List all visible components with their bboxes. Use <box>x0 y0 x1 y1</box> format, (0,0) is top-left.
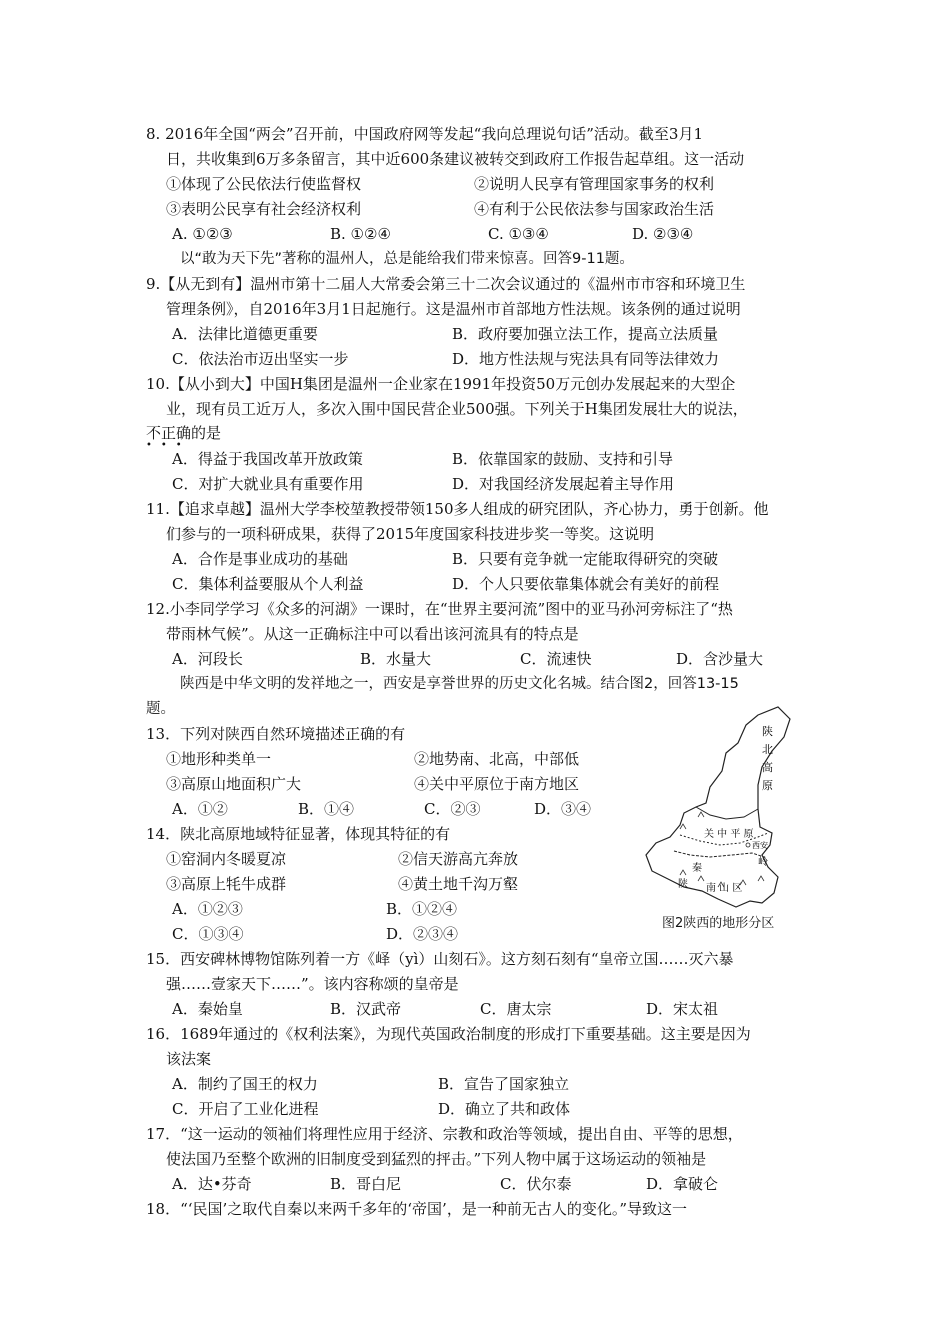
q14-option-b: B．①②④ <box>386 900 458 918</box>
q11-stem-line2: 们参与的一项科研成果，获得了2015年度国家科技进步奖一等奖。这说明 <box>166 525 655 543</box>
q17-option-d: D．拿破仑 <box>646 1175 719 1193</box>
q13-statement-4: ④关中平原位于南方地区 <box>414 775 580 793</box>
map-label-yuan: 原 <box>762 779 773 792</box>
q10-option-b: B．依靠国家的鼓励、支持和引导 <box>452 450 674 468</box>
map-label-gao: 高 <box>762 761 773 774</box>
q8-statement-4: ④有利于公民依法参与国家政治生活 <box>474 200 715 218</box>
q15-stem-line1: 15．西安碑林博物馆陈列着一方《峄（yì）山刻石》。这方刻石刻有“皇帝立国……灭六暴 <box>146 950 734 968</box>
q9-stem-line1: 9.【从无到有】温州市第十二届人大常委会第三十二次会议通过的《温州市市容和环境卫生 <box>146 275 746 293</box>
q15-option-c: C．唐太宗 <box>480 1000 552 1018</box>
q16-stem-line1: 16．1689年通过的《权利法案》，为现代英国政治制度的形成打下重要基础。这主要是因为 <box>146 1025 751 1043</box>
q9-option-b: B．政府要加强立法工作，提高立法质量 <box>452 325 719 343</box>
q10-stem-line3: 不正确的是 <box>146 424 222 442</box>
q9-stem-line2: 管理条例》，自2016年3月1日起施行。这是温州市首部地方性法规。该条例的通过说明 <box>166 300 741 318</box>
q8-statement-3: ③表明公民享有社会经济权利 <box>166 200 362 218</box>
q10-option-c: C．对扩大就业具有重要作用 <box>172 475 364 493</box>
q14-statement-4: ④黄土地千沟万壑 <box>398 875 519 893</box>
q8-option-a: A. ①②③ <box>172 225 233 243</box>
q12-option-c: C．流速快 <box>520 650 592 668</box>
q14-option-c: C．①③④ <box>172 925 244 943</box>
q16-stem-line2: 该法案 <box>166 1050 212 1068</box>
q11-option-d: D．个人只要依靠集体就会有美好的前程 <box>452 575 720 593</box>
qinling-ridge <box>674 851 764 857</box>
xian-marker <box>746 843 750 847</box>
q9-option-c: C．依法治市迈出坚实一步 <box>172 350 349 368</box>
q8-stem-line1: 8. 2016年全国“两会”召开前，中国政府网等发起“我向总理说句话”活动。截至3月1 <box>146 125 704 143</box>
q8-stem-line2: 日，共收集到6万多条留言，其中近600条建议被转交到政府工作报告起草组。这一活动 <box>166 150 745 168</box>
q15-stem-line2: 强……壹家天下……”。该内容称颂的皇帝是 <box>166 975 459 993</box>
q15-option-a: A．秦始皇 <box>172 1000 243 1018</box>
q10-option-d: D．对我国经济发展起着主导作用 <box>452 475 675 493</box>
q14-statement-2: ②信天游高亢奔放 <box>398 850 519 868</box>
q16-option-d: D．确立了共和政体 <box>438 1100 571 1118</box>
q8-option-d: D. ②③④ <box>632 225 694 243</box>
q13-statement-3: ③高原山地面积广大 <box>166 775 302 793</box>
q14-option-d: D．②③④ <box>386 925 459 943</box>
map-label-ling: 岭 <box>758 857 768 868</box>
q17-stem-line2: 使法国乃至整个欧洲的旧制度受到猛烈的抨击。”下列人物中属于这场运动的领袖是 <box>166 1150 707 1168</box>
q10-stem-line2: 业，现有员工近万人，多次入围中国民营企业500强。下列关于H集团发展壮大的说法， <box>166 400 748 418</box>
q14-option-a: A．①②③ <box>172 900 243 918</box>
intro-13-15-line1: 陕西是中华文明的发祥地之一，西安是享誉世界的历史文化名城。结合图2，回答13-15 <box>180 676 739 692</box>
q11-option-b: B．只要有竞争就一定能取得研究的突破 <box>452 550 719 568</box>
q12-stem-line2: 带雨林气候”。从这一正确标注中可以看出该河流具有的特点是 <box>166 625 579 643</box>
plateau-boundary <box>696 807 758 819</box>
q14-stem: 14．陕北高原地域特征显著，体现其特征的有 <box>146 825 451 843</box>
intro-13-15-line2: 题。 <box>146 701 175 717</box>
shaanxi-terrain-map <box>640 705 806 937</box>
q12-option-d: D．含沙量大 <box>676 650 764 668</box>
map-caption: 图2陕西的地形分区 <box>662 916 775 931</box>
q14-statement-1: ①窑洞内冬暖夏凉 <box>166 850 287 868</box>
q10-stem-line1: 10.【从小到大】中国H集团是温州一企业家在1991年投资50万元创办发展起来的大型企 <box>146 375 736 393</box>
q13-statement-1: ①地形种类单一 <box>166 750 272 768</box>
q13-option-c: C．②③ <box>424 800 481 818</box>
q17-option-c: C．伏尔泰 <box>500 1175 572 1193</box>
q10-option-a: A．得益于我国改革开放政策 <box>172 450 363 468</box>
q16-option-c: C．开启了工业化进程 <box>172 1100 319 1118</box>
q8-statement-1: ①体现了公民依法行使监督权 <box>166 175 362 193</box>
q8-option-b: B. ①②④ <box>330 225 391 243</box>
q8-option-c: C. ①③④ <box>488 225 549 243</box>
q13-option-a: A．①② <box>172 800 228 818</box>
map-label-qin: 秦 <box>692 863 702 874</box>
intro-9-11: 以“敢为天下先”著称的温州人，总是能给我们带来惊喜。回答9-11题。 <box>180 251 634 267</box>
q12-option-a: A．河段长 <box>172 650 243 668</box>
q17-option-b: B．哥白尼 <box>330 1175 402 1193</box>
q16-option-a: A．制约了国王的权力 <box>172 1075 318 1093</box>
q11-stem-line1: 11.【追求卓越】温州大学李校堃教授带领150多人组成的研究团队，齐心协力，勇于创新。他 <box>146 500 769 518</box>
map-label-south: 陕 <box>678 879 688 890</box>
q17-stem-line1: 17．“这一运动的领袖们将理性应用于经济、宗教和政治等领域，提出自由、平等的思想， <box>146 1125 743 1143</box>
q9-option-a: A．法律比道德更重要 <box>172 325 318 343</box>
q13-statement-2: ②地势南、北高，中部低 <box>414 750 580 768</box>
q16-option-b: B．宣告了国家独立 <box>438 1075 570 1093</box>
q17-option-a: A．达•芬奇 <box>172 1175 252 1193</box>
q14-statement-3: ③高原上牦牛成群 <box>166 875 287 893</box>
q15-option-d: D．宋太祖 <box>646 1000 719 1018</box>
map-label-shan: 陕 <box>762 725 773 738</box>
q8-statement-2: ②说明人民享有管理国家事务的权利 <box>474 175 715 193</box>
q13-option-d: D．③④ <box>534 800 592 818</box>
q9-option-d: D．地方性法规与宪法具有同等法律效力 <box>452 350 720 368</box>
map-label-south-mountain: 南 山 区 <box>706 883 743 894</box>
map-label-xian: 西安 <box>752 841 768 850</box>
map-label-central-plain: 关 中 平 原 <box>704 829 754 840</box>
q11-option-a: A．合作是事业成功的基础 <box>172 550 348 568</box>
q12-stem-line1: 12.小李同学学习《众多的河湖》一课时，在“世界主要河流”图中的亚马孙河旁标注了“热 <box>146 600 733 618</box>
map-label-bei: 北 <box>762 743 773 756</box>
q13-option-b: B．①④ <box>298 800 355 818</box>
emphasis-dots: ••• <box>146 440 191 451</box>
q12-option-b: B．水量大 <box>360 650 432 668</box>
q13-stem: 13．下列对陕西自然环境描述正确的有 <box>146 725 406 743</box>
q11-option-c: C．集体利益要服从个人利益 <box>172 575 364 593</box>
q15-option-b: B．汉武帝 <box>330 1000 402 1018</box>
q18-stem-line1: 18．“‘民国’之取代自秦以来两千多年的‘帝国’，是一种前无古人的变化。”导致这一 <box>146 1200 687 1218</box>
